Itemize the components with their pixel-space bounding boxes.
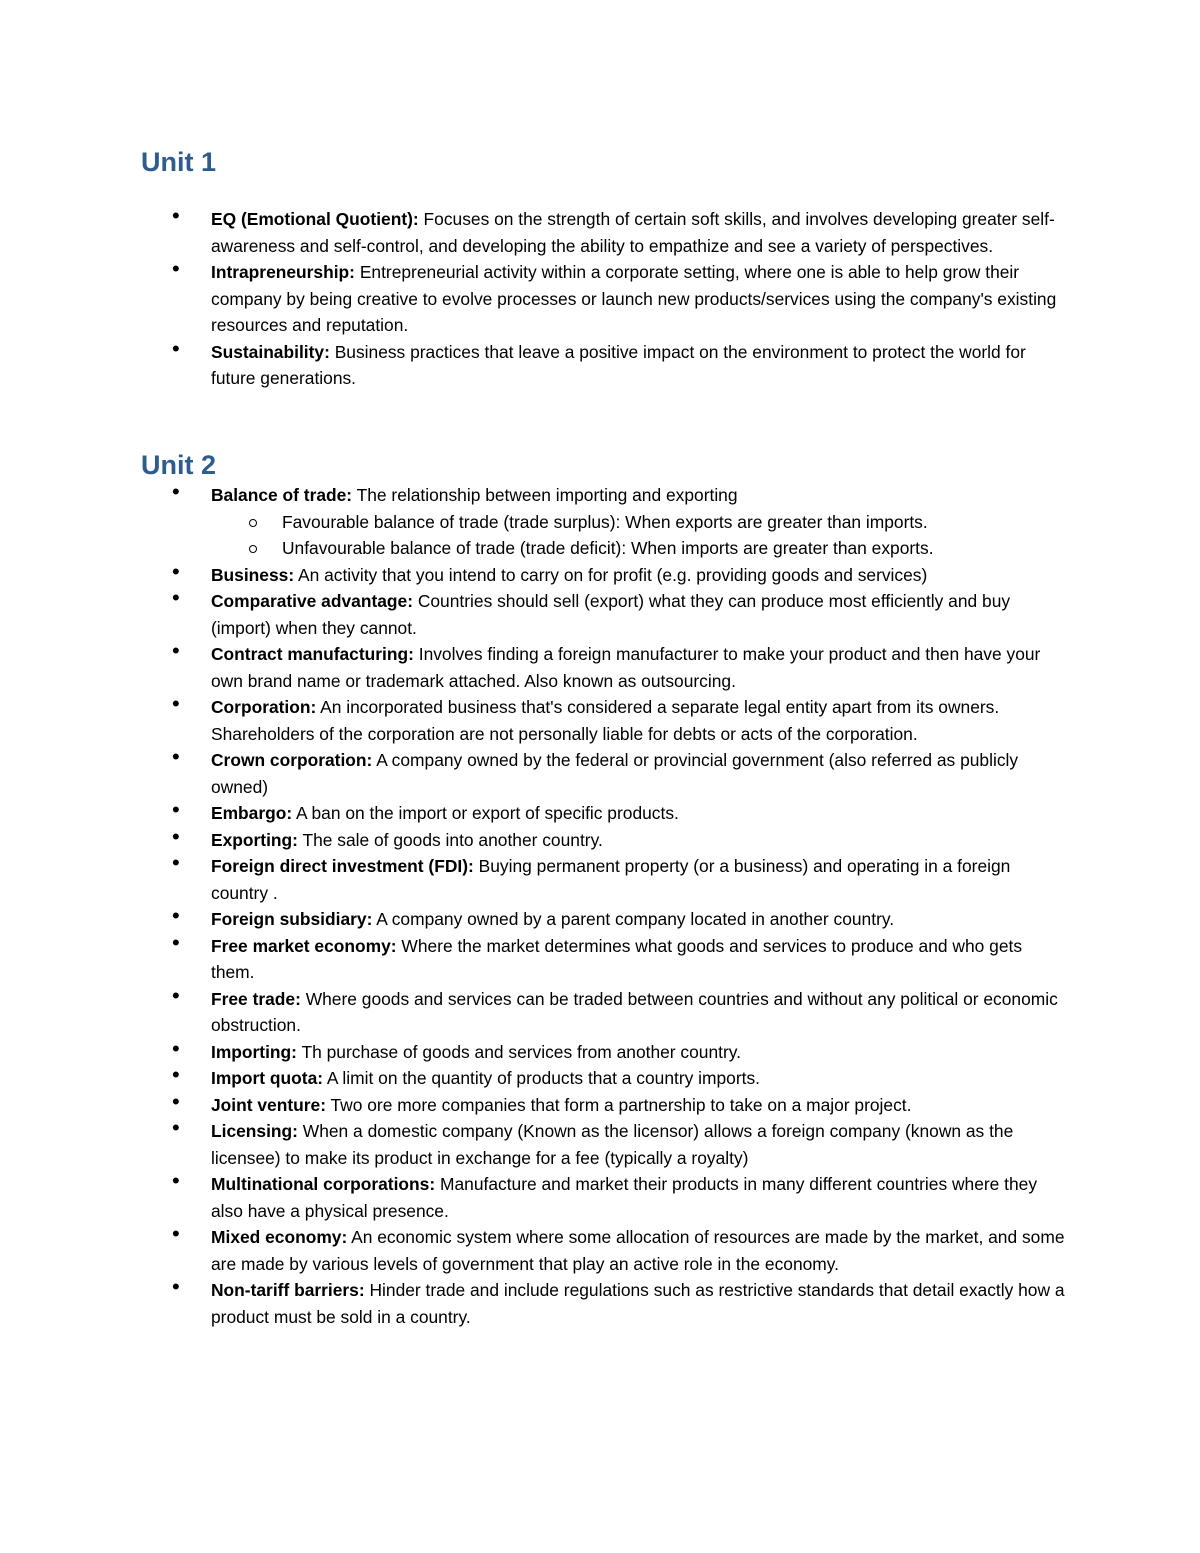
term-definition: Th purchase of goods and services from another country. bbox=[296, 1041, 741, 1062]
term-definition: Involves finding a foreign manufacturer to make your product and then have your own brand name or trademark attached. Also known as outsourcing. bbox=[211, 644, 1041, 691]
term-definition: Countries should sell (export) what they can produce most efficiently and buy (import) when they cannot. bbox=[211, 591, 1011, 638]
term-list-item bbox=[0, 259, 1200, 339]
term-name: Import quota: bbox=[211, 1068, 324, 1088]
term-list-item bbox=[0, 1039, 1200, 1066]
term-name: Importing: bbox=[211, 1041, 297, 1062]
term-list-item bbox=[0, 1118, 1200, 1171]
term-definition: An economic system where some allocation of resources are made by the market, and some are made by various levels of government that play an active role in the economy. bbox=[211, 1227, 1065, 1274]
term-list-item bbox=[0, 986, 1200, 1039]
term-list-item bbox=[0, 482, 1200, 562]
term-definition: Business practices that leave a positive impact on the environment to protect the world for future generations. bbox=[211, 341, 1026, 388]
term-definition: Hinder trade and include regulations such as restrictive standards that detail exactly how a product must be sold in a country. bbox=[211, 1280, 1065, 1327]
unit-2-heading: Unit 2 bbox=[141, 450, 217, 480]
term-definition: Manufacture and market their products in many different countries where they also have a physical presence. bbox=[211, 1174, 1038, 1221]
unit-1-heading: Unit 1 bbox=[141, 147, 217, 177]
term-definition: Entrepreneurial activity within a corporate setting, where one is able to help grow their company by being creative to evolve processes or launch new products/services using the company's existing resources and reputation. bbox=[211, 262, 1057, 335]
term-name: Non-tariff barriers: bbox=[211, 1280, 365, 1300]
term-list-item bbox=[0, 1224, 1200, 1277]
term-definition: Where goods and services can be traded between countries and without any political or economic obstruction. bbox=[211, 988, 1058, 1035]
term-list-item bbox=[0, 827, 1200, 854]
term-name: Mixed economy: bbox=[211, 1227, 348, 1247]
term-name: Multinational corporations: bbox=[211, 1174, 436, 1194]
term-name: Embargo: bbox=[211, 803, 293, 823]
term-definition: An incorporated business that's considered a separate legal entity apart from its owners. Shareholders of the corporation are not personally liable for debts or acts of the corporation. bbox=[211, 697, 1000, 744]
term-name: Joint venture: bbox=[211, 1094, 326, 1115]
term-list-item bbox=[0, 1277, 1200, 1330]
term-name: EQ (Emotional Quotient): bbox=[211, 209, 419, 229]
term-name: Comparative advantage: bbox=[211, 591, 413, 611]
sub-term-item: Unfavourable balance of trade (trade deficit): When imports are greater than exports. bbox=[211, 535, 1070, 562]
term-definition: Where the market determines what goods and services to produce and who gets them. bbox=[211, 935, 1023, 982]
term-definition: The sale of goods into another country. bbox=[297, 829, 603, 850]
term-name: Foreign subsidiary: bbox=[211, 909, 373, 929]
term-name: Free trade: bbox=[211, 988, 301, 1009]
term-name: Free market economy: bbox=[211, 935, 397, 956]
term-name: Corporation: bbox=[211, 697, 317, 717]
term-name: Licensing: bbox=[211, 1121, 298, 1141]
term-list-item bbox=[0, 1092, 1200, 1119]
term-name: Sustainability: bbox=[211, 341, 330, 362]
term-list-item bbox=[0, 933, 1200, 986]
sub-term-list bbox=[211, 509, 1070, 562]
term-name: Foreign direct investment (FDI): bbox=[211, 856, 474, 876]
term-name: Intrapreneurship: bbox=[211, 262, 355, 282]
term-name: Crown corporation: bbox=[211, 750, 373, 770]
term-list-item bbox=[0, 906, 1200, 933]
term-definition: A ban on the import or export of specific products. bbox=[292, 803, 679, 823]
term-definition: Two ore more companies that form a partnership to take on a major project. bbox=[325, 1094, 912, 1115]
term-definition: An activity that you intend to carry on for profit (e.g. providing goods and services) bbox=[294, 564, 928, 585]
term-list-item bbox=[0, 588, 1200, 641]
term-list-item bbox=[0, 853, 1200, 906]
unit-2-term-list bbox=[0, 482, 1200, 1330]
term-name: Balance of trade: bbox=[211, 485, 353, 505]
term-definition: A company owned by a parent company located in another country. bbox=[372, 909, 895, 929]
term-list-item bbox=[0, 1065, 1200, 1092]
term-list-item bbox=[0, 1171, 1200, 1224]
term-list-item bbox=[0, 641, 1200, 694]
term-definition: Buying permanent property (or a business) and operating in a foreign country . bbox=[211, 856, 1011, 903]
term-name: Contract manufacturing: bbox=[211, 644, 414, 664]
term-list-item bbox=[0, 747, 1200, 800]
term-definition: When a domestic company (Known as the licensor) allows a foreign company (known as the licensee) to make its product in exchange for a fee (typically a royalty) bbox=[211, 1121, 1014, 1168]
term-list-item bbox=[0, 206, 1200, 259]
term-name: Business: bbox=[211, 564, 295, 585]
term-definition: Focuses on the strength of certain soft skills, and involves developing greater self-awareness and self-control, and developing the ability to empathize and see a variety of perspectives. bbox=[211, 209, 1055, 256]
term-list-item bbox=[0, 800, 1200, 827]
term-definition: The relationship between importing and exporting bbox=[352, 485, 738, 505]
term-list-item bbox=[0, 562, 1200, 589]
term-list-item bbox=[0, 339, 1200, 392]
term-definition: A company owned by the federal or provincial government (also referred as publicly owned) bbox=[211, 750, 1019, 797]
sub-term-item: Favourable balance of trade (trade surplus): When exports are greater than imports. bbox=[211, 509, 1070, 536]
term-list-item bbox=[0, 694, 1200, 747]
unit-1-term-list bbox=[0, 206, 1200, 392]
term-name: Exporting: bbox=[211, 829, 298, 850]
term-definition: A limit on the quantity of products that a country imports. bbox=[323, 1068, 760, 1088]
